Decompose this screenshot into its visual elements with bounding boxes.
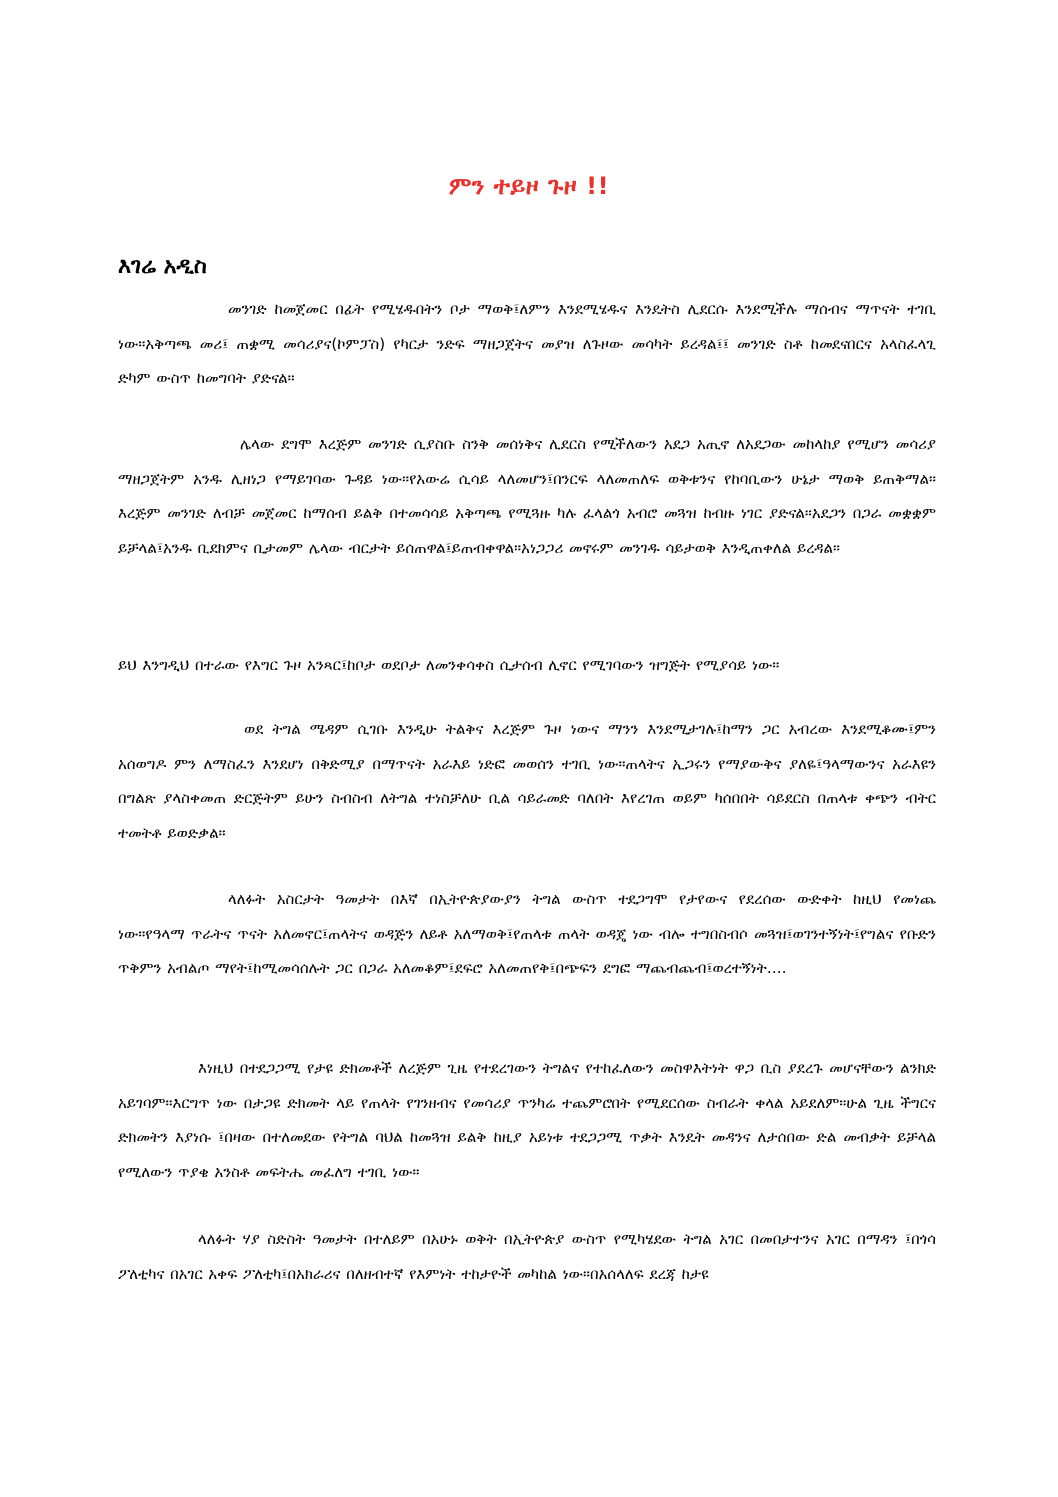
paragraph-2: ሌላው ደግሞ እረጅም መንገድ ሲያስቡ ስንቅ መሰነቅና ሊደርስ የሚችለውን አደጋ አጢኖ ለአደጋው መከላከያ የሚሆን መሳሪያ ማዘጋጀትም አንዱ ሊዘነጋ የማይገባው ጉዳይ ነው።የአውሬ ሲሳይ ላለመሆን፤በንርፍ ላለመጠለፍ ወቅቱንና የከባቢውን ሁኔታ ማወቅ ይጠቅማል። እረጅም መንገድ ለብቻ መጀመር ከማሰብ ይልቅ በተመሳሳይ አቅጣጫ የሚጓዙ ካሉ ፈላልጎ አብሮ መጓዝ ከብዙ ነገር ያድናል።አደጋን በጋራ መቋቋም ይቻላል፤አንዱ ቢደክምና ቢታመም ሌላው ብርታት ይሰጠዋል፤ይጠብቀዋል።አነጋጋሪ መኖሩም መንገዱ ሳይታወቅ እንዲጠቀለል ይረዳል።: [118, 435, 936, 557]
paragraph-5: ላለፉት አስርታት ዓመታት በእኛ በኢትዮጵያውያን ትግል ውስጥ ተደጋግሞ የታየውና የደረሰው ውድቀት ከዚህ የመነጨ ነው።የዓላማ ጥራትና ጥናት አለመኖር፤ጠላትና ወዳጅን ለይቶ አለማወቅ፤የጠላቱ ጠላት ወዳጄ ነው ብሎ ተግበስብሶ መጓዝ፤ወገንተኝነት፤የግልና የቡድን ጥቅምን አብልጦ ማየት፤ከሚመሳሰሉት ጋር በጋራ አለመቆም፤ደፍሮ አለመጠየቅ፤በጭፍን ደግፎ ማጨብጨብ፤ወረተኝነት….: [118, 890, 936, 977]
paragraph-3: ይህ እንግዲህ በተራው የእግር ጉዞ አንጻር፤ከቦታ ወደቦታ ለመንቀሳቀስ ሲታሰብ ሊኖር የሚገባውን ዝግጅት የሚያሳይ ነው።: [118, 656, 780, 674]
paragraph-7: ላለፉት ሃያ ስድስት ዓመታት በተለይም በአሁኑ ወቅት በኢትዮጵያ ውስጥ የሚካሄደው ትግል አገር በመበታተንና አገር በማዳን ፤በጎሳ ፖለቲካና በአገር አቀፍ ፖለቲካ፤በአክራሪና በለዘብተኛ የእምነት ተከታዮች መካከል ነው።በአሰላለፍ ደረጃ ከታዩ: [118, 1230, 936, 1283]
paragraph-6: እነዚህ በተደጋጋሚ የታዩ ድክመቶች ለረጅም ጊዜ የተደረገውን ትግልና የተከፈለውን መስዋእትነት ዋጋ ቢስ ያደረጉ መሆናቸውን ልንክድ አይገባም።እርግጥ ነው በታጋዩ ድክመት ላይ የጠላት የገንዘብና የመሳሪያ ጥንካሬ ተጨምሮበት የሚደርሰው ስብራት ቀላል አይደለም።ሁል ጊዜ ችግርና ድክመትን እያነሱ ፤በዛው በተለመደው የትግል ባህል ከመጓዝ ይልቅ ከዚያ አይነቱ ተደጋጋሚ ጥቃት እንዴት መዳንና ለታሰበው ድል መብቃት ይቻላል የሚለውን ጥያቄ አንስቶ መፍትሔ መፈለግ ተገቢ ነው።: [118, 1059, 936, 1181]
document-title: ምን ተይዞ ጉዞ !!: [448, 172, 610, 200]
paragraph-4: ወደ ትግል ሜዳም ሲገቡ እንዲሁ ትልቅና እረጅም ጉዞ ነውና ማንን እንደሚታገሉ፤ከማን ጋር አብረው እንደሚቆሙ፤ምን አሰወግዶ ምን ለማስፈን እንደሆነ በቅድሚያ በማጥናት አራእይ ነድፎ መወሰን ተገቢ ነው።ጠላትና ኢጋሩን የማያውቅና ያለዬ፤ዓላማውንና አራእዩን በግልጽ ያላስቀመጠ ድርጅትም ይሁን ስብስብ ለትግል ተነስቻለሁ ቢል ሳይራመድ ባለበት እየረገጠ ወይም ካሰበበት ሳይደርስ በጠላቱ ቀጭን ብትር ተመትቶ ይወድቃል።: [118, 720, 936, 842]
paragraph-1: መንገድ ከመጀመር በፊት የሚሄዱበትን ቦታ ማወቅ፤ለምን እንደሚሄዱና እንዴትስ ሊደርሱ እንደሚችሉ ማሰብና ማጥናት ተገቢ ነው።አቅጣጫ መሪ፤ ጠቋሚ መሳሪያና(ኮምፓስ) የካርታ ንድፍ ማዘጋጀትና መያዝ ለጉዞው መሳካት ይረዳል፤፤ መንገድ ስቶ ከመደናበርና አላስፈላጊ ድካም ውስጥ ከመግባት ያድናል።: [118, 300, 936, 387]
author-name: እገሬ አዲስ: [118, 254, 207, 279]
